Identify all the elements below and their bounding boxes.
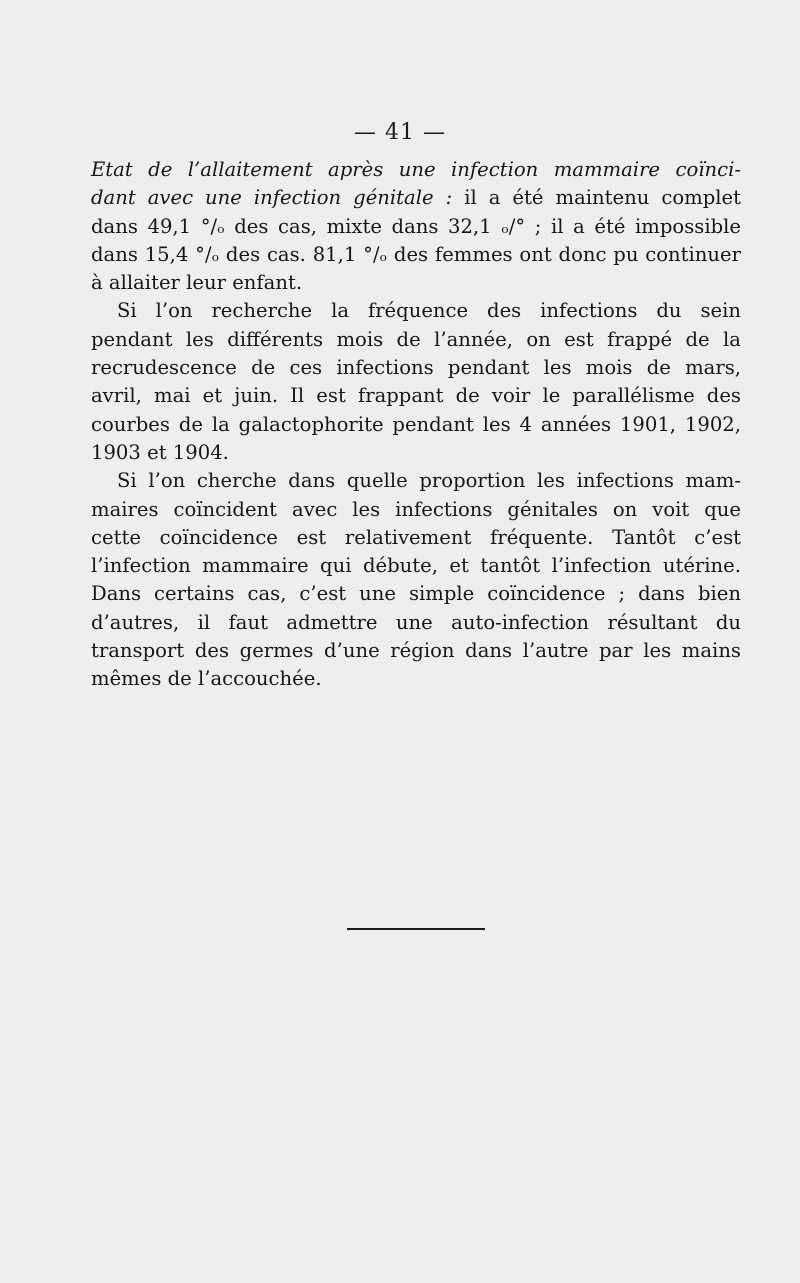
paragraph-seasonal-frequency <box>91 297 741 467</box>
text-line: pendant les différents mois de l’année, on est frappé de la <box>91 327 741 351</box>
text-line <box>91 156 741 184</box>
text-line: Dans certains cas, c’est une simple coïncidence ; dans bien <box>91 582 741 606</box>
text-line: Si l’on cherche dans quelle proportion les infections mam- <box>117 469 741 493</box>
text-line: courbes de la galactophorite pendant les 4 années 1901, 1902, <box>91 412 741 436</box>
text-line: recrudescence de ces infections pendant les mois de mars, <box>91 356 741 380</box>
text-line: cette coïncidence est relativement fréquente. Tantôt c’est <box>91 525 741 549</box>
paragraph-lactation-status <box>91 156 741 297</box>
italic-heading: dant avec une infection génitale : <box>91 186 453 210</box>
text-line: dans 49,1 °/ₒ des cas, mixte dans 32,1 ₒ/° ; il a été impossible <box>91 214 741 238</box>
text-line: l’infection mammaire qui débute, et tantôt l’infection utérine. <box>91 554 741 578</box>
paragraph-coincidence <box>91 467 741 693</box>
text-line: mêmes de l’accouchée. <box>91 667 322 691</box>
section-divider-rule <box>347 928 485 930</box>
text-line: d’autres, il faut admettre une auto-infection résultant du <box>91 610 741 634</box>
text-line: transport des germes d’une région dans l’autre par les mains <box>91 639 741 663</box>
italic-heading: Etat de l’allaitement après une infection mammaire coïnci- <box>91 158 741 181</box>
body-text <box>91 156 741 694</box>
text-line: 1903 et 1904. <box>91 440 229 464</box>
text-line: dans 15,4 °/ₒ des cas. 81,1 °/ₒ des femmes ont donc pu continuer <box>91 242 741 266</box>
text-line: avril, mai et juin. Il est frappant de voir le parallélisme des <box>91 384 741 408</box>
text-line: Si l’on recherche la fréquence des infections du sein <box>117 299 741 323</box>
text-line: à allaiter leur enfant. <box>91 271 303 295</box>
text-line: maires coïncident avec les infections génitales on voit que <box>91 497 741 521</box>
page-number: — 41 — <box>354 120 446 145</box>
text-line <box>91 184 741 212</box>
text-fragment: il a été maintenu complet <box>452 186 741 210</box>
